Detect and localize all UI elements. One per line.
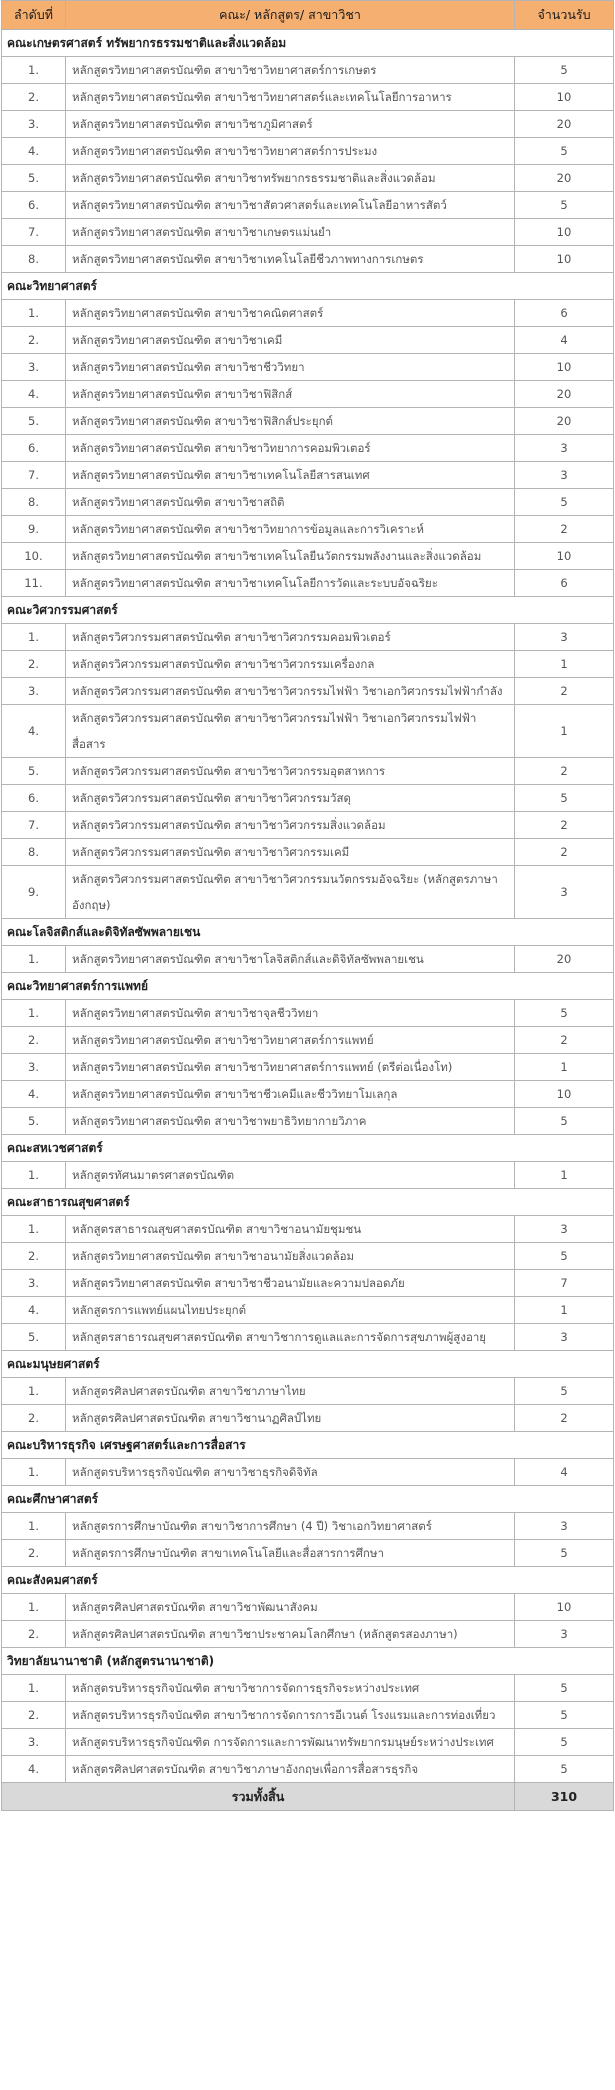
quota-value: 3 xyxy=(515,435,614,462)
table-row xyxy=(2,1594,614,1621)
quota-value: 20 xyxy=(515,111,614,138)
faculty-header-row xyxy=(2,1432,614,1459)
faculty-name: วิทยาลัยนานาชาติ (หลักสูตรนานาชาติ) xyxy=(2,1648,614,1675)
quota-value: 2 xyxy=(515,516,614,543)
quota-value: 10 xyxy=(515,1594,614,1621)
program-name: หลักสูตรวิทยาศาสตรบัณฑิต สาขาวิชาเกษตรแม่นยำ xyxy=(66,219,515,246)
program-name: หลักสูตรสาธารณสุขศาสตรบัณฑิต สาขาวิชาการดูแลและการจัดการสุขภาพผู้สูงอายุ xyxy=(66,1324,515,1351)
row-number: 4. xyxy=(2,381,66,408)
quota-value: 5 xyxy=(515,1702,614,1729)
row-number: 2. xyxy=(2,1243,66,1270)
quota-value: 5 xyxy=(515,1108,614,1135)
table-row xyxy=(2,327,614,354)
table-row xyxy=(2,1027,614,1054)
quota-value: 3 xyxy=(515,462,614,489)
faculty-name: คณะสหเวชศาสตร์ xyxy=(2,1135,614,1162)
table-row xyxy=(2,1756,614,1783)
program-name: หลักสูตรการศึกษาบัณฑิต สาขาวิชาการศึกษา (4 ปี) วิชาเอกวิทยาศาสตร์ xyxy=(66,1513,515,1540)
table-row xyxy=(2,1108,614,1135)
table-row xyxy=(2,1243,614,1270)
program-name: หลักสูตรวิทยาศาสตรบัณฑิต สาขาวิชาชีวอนามัยและความปลอดภัย xyxy=(66,1270,515,1297)
quota-value: 7 xyxy=(515,1270,614,1297)
table-row xyxy=(2,381,614,408)
table-row xyxy=(2,489,614,516)
quota-value: 10 xyxy=(515,543,614,570)
row-number: 2. xyxy=(2,651,66,678)
program-name: หลักสูตรวิทยาศาสตรบัณฑิต สาขาวิชาสัตวศาสตร์และเทคโนโลยีอาหารสัตว์ xyxy=(66,192,515,219)
quota-value: 6 xyxy=(515,570,614,597)
faculty-name: คณะบริหารธุรกิจ เศรษฐศาสตร์และการสื่อสาร xyxy=(2,1432,614,1459)
program-name: หลักสูตรวิทยาศาสตรบัณฑิต สาขาวิชาชีววิทยา xyxy=(66,354,515,381)
quota-value: 10 xyxy=(515,246,614,273)
program-name: หลักสูตรทัศนมาตรศาสตรบัณฑิต xyxy=(66,1162,515,1189)
faculty-header-row xyxy=(2,30,614,57)
row-number: 3. xyxy=(2,111,66,138)
program-name: หลักสูตรวิทยาศาสตรบัณฑิต สาขาวิชาวิทยาการคอมพิวเตอร์ xyxy=(66,435,515,462)
row-number: 9. xyxy=(2,516,66,543)
faculty-header-row xyxy=(2,1351,614,1378)
row-number: 8. xyxy=(2,839,66,866)
quota-value: 2 xyxy=(515,758,614,785)
row-number: 3. xyxy=(2,354,66,381)
row-number: 1. xyxy=(2,1162,66,1189)
row-number: 4. xyxy=(2,1297,66,1324)
row-number: 10. xyxy=(2,543,66,570)
quota-value: 1 xyxy=(515,705,614,758)
row-number: 7. xyxy=(2,812,66,839)
program-name: หลักสูตรบริหารธุรกิจบัณฑิต การจัดการและการพัฒนาทรัพยากรมนุษย์ระหว่างประเทศ xyxy=(66,1729,515,1756)
quota-value: 2 xyxy=(515,1405,614,1432)
table-row xyxy=(2,165,614,192)
table-row xyxy=(2,1297,614,1324)
program-name: หลักสูตรวิทยาศาสตรบัณฑิต สาขาวิชาวิทยาศาสตร์และเทคโนโลยีการอาหาร xyxy=(66,84,515,111)
program-name: หลักสูตรศิลปศาสตรบัณฑิต สาขาวิชาประชาคมโลกศึกษา (หลักสูตรสองภาษา) xyxy=(66,1621,515,1648)
quota-value: 5 xyxy=(515,1729,614,1756)
program-name: หลักสูตรวิทยาศาสตรบัณฑิต สาขาวิชาคณิตศาสตร์ xyxy=(66,300,515,327)
table-row xyxy=(2,1216,614,1243)
row-number: 2. xyxy=(2,1540,66,1567)
faculty-header-row xyxy=(2,1567,614,1594)
row-number: 1. xyxy=(2,300,66,327)
program-name: หลักสูตรบริหารธุรกิจบัณฑิต สาขาวิชาการจัดการการอีเวนต์ โรงแรมและการท่องเที่ยว xyxy=(66,1702,515,1729)
program-name: หลักสูตรวิศวกรรมศาสตรบัณฑิต สาขาวิชาวิศวกรรมวัสดุ xyxy=(66,785,515,812)
program-name: หลักสูตรวิศวกรรมศาสตรบัณฑิต สาขาวิชาวิศวกรรมไฟฟ้า วิชาเอกวิศวกรรมไฟฟ้ากำลัง xyxy=(66,678,515,705)
table-row xyxy=(2,219,614,246)
quota-value: 6 xyxy=(515,300,614,327)
table-row xyxy=(2,462,614,489)
table-row xyxy=(2,516,614,543)
header-no: ลำดับที่ xyxy=(2,1,66,30)
quota-value: 5 xyxy=(515,785,614,812)
quota-value: 20 xyxy=(515,946,614,973)
table-row xyxy=(2,84,614,111)
program-name: หลักสูตรวิทยาศาสตรบัณฑิต สาขาวิชาพยาธิวิทยากายวิภาค xyxy=(66,1108,515,1135)
program-name: หลักสูตรวิทยาศาสตรบัณฑิต สาขาวิชาเทคโนโลยีสารสนเทศ xyxy=(66,462,515,489)
row-number: 3. xyxy=(2,1270,66,1297)
row-number: 5. xyxy=(2,408,66,435)
quota-value: 5 xyxy=(515,138,614,165)
faculty-header-row xyxy=(2,1135,614,1162)
row-number: 1. xyxy=(2,1378,66,1405)
table-row xyxy=(2,678,614,705)
row-number: 3. xyxy=(2,678,66,705)
program-name: หลักสูตรวิทยาศาสตรบัณฑิต สาขาวิชาอนามัยสิ่งแวดล้อม xyxy=(66,1243,515,1270)
program-name: หลักสูตรวิทยาศาสตรบัณฑิต สาขาวิชาเทคโนโลยีชีวภาพทางการเกษตร xyxy=(66,246,515,273)
program-name: หลักสูตรการแพทย์แผนไทยประยุกต์ xyxy=(66,1297,515,1324)
table-row xyxy=(2,839,614,866)
row-number: 4. xyxy=(2,1756,66,1783)
quota-value: 10 xyxy=(515,1081,614,1108)
faculty-name: คณะสาธารณสุขศาสตร์ xyxy=(2,1189,614,1216)
quota-value: 20 xyxy=(515,381,614,408)
row-number: 3. xyxy=(2,1054,66,1081)
program-name: หลักสูตรวิทยาศาสตรบัณฑิต สาขาวิชาทรัพยากรธรรมชาติและสิ่งแวดล้อม xyxy=(66,165,515,192)
table-row xyxy=(2,1621,614,1648)
row-number: 2. xyxy=(2,327,66,354)
table-row xyxy=(2,1540,614,1567)
table-row xyxy=(2,1378,614,1405)
quota-value: 5 xyxy=(515,57,614,84)
table-row xyxy=(2,435,614,462)
row-number: 2. xyxy=(2,1027,66,1054)
row-number: 1. xyxy=(2,946,66,973)
faculty-header-row xyxy=(2,919,614,946)
quota-value: 5 xyxy=(515,1000,614,1027)
table-row xyxy=(2,624,614,651)
program-name: หลักสูตรวิทยาศาสตรบัณฑิต สาขาวิชาวิทยาศาสตร์การประมง xyxy=(66,138,515,165)
row-number: 6. xyxy=(2,785,66,812)
table-row xyxy=(2,1270,614,1297)
quota-value: 5 xyxy=(515,1243,614,1270)
row-number: 1. xyxy=(2,1675,66,1702)
table-row xyxy=(2,758,614,785)
row-number: 5. xyxy=(2,165,66,192)
quota-value: 5 xyxy=(515,1675,614,1702)
table-row xyxy=(2,946,614,973)
program-name: หลักสูตรวิทยาศาสตรบัณฑิต สาขาวิชาภูมิศาสตร์ xyxy=(66,111,515,138)
program-name: หลักสูตรการศึกษาบัณฑิต สาขาเทคโนโลยีและสื่อสารการศึกษา xyxy=(66,1540,515,1567)
program-name: หลักสูตรบริหารธุรกิจบัณฑิต สาขาวิชาการจัดการธุรกิจระหว่างประเทศ xyxy=(66,1675,515,1702)
row-number: 8. xyxy=(2,489,66,516)
quota-value: 3 xyxy=(515,1216,614,1243)
quota-value: 2 xyxy=(515,1027,614,1054)
program-name: หลักสูตรวิศวกรรมศาสตรบัณฑิต สาขาวิชาวิศวกรรมนวัตกรรมอัจฉริยะ (หลักสูตรภาษาอังกฤษ) xyxy=(66,866,515,919)
quota-value: 5 xyxy=(515,489,614,516)
quota-value: 3 xyxy=(515,1513,614,1540)
header-quota: จำนวนรับ xyxy=(515,1,614,30)
row-number: 2. xyxy=(2,1702,66,1729)
row-number: 6. xyxy=(2,192,66,219)
faculty-name: คณะโลจิสติกส์และดิจิทัลซัพพลายเชน xyxy=(2,919,614,946)
program-name: หลักสูตรวิทยาศาสตรบัณฑิต สาขาวิชาโลจิสติกส์และดิจิทัลซัพพลายเชน xyxy=(66,946,515,973)
program-name: หลักสูตรวิศวกรรมศาสตรบัณฑิต สาขาวิชาวิศวกรรมเครื่องกล xyxy=(66,651,515,678)
quota-value: 20 xyxy=(515,408,614,435)
table-row xyxy=(2,1729,614,1756)
quota-value: 3 xyxy=(515,1621,614,1648)
row-number: 1. xyxy=(2,1594,66,1621)
row-number: 1. xyxy=(2,1513,66,1540)
faculty-name: คณะมนุษยศาสตร์ xyxy=(2,1351,614,1378)
table-row xyxy=(2,1459,614,1486)
total-row xyxy=(2,1783,614,1811)
quota-value: 1 xyxy=(515,1162,614,1189)
row-number: 1. xyxy=(2,1216,66,1243)
quota-value: 5 xyxy=(515,1378,614,1405)
row-number: 9. xyxy=(2,866,66,919)
table-row xyxy=(2,1675,614,1702)
program-name: หลักสูตรศิลปศาสตรบัณฑิต สาขาวิชาภาษาไทย xyxy=(66,1378,515,1405)
table-row xyxy=(2,192,614,219)
quota-value: 5 xyxy=(515,192,614,219)
row-number: 7. xyxy=(2,219,66,246)
faculty-header-row xyxy=(2,597,614,624)
table-row xyxy=(2,111,614,138)
faculty-name: คณะสังคมศาสตร์ xyxy=(2,1567,614,1594)
table-row xyxy=(2,1405,614,1432)
total-value: 310 xyxy=(515,1783,614,1811)
table-row xyxy=(2,246,614,273)
table-row xyxy=(2,300,614,327)
program-name: หลักสูตรสาธารณสุขศาสตรบัณฑิต สาขาวิชาอนามัยชุมชน xyxy=(66,1216,515,1243)
program-name: หลักสูตรวิทยาศาสตรบัณฑิต สาขาวิชาชีวเคมีและชีววิทยาโมเลกุล xyxy=(66,1081,515,1108)
program-name: หลักสูตรวิศวกรรมศาสตรบัณฑิต สาขาวิชาวิศวกรรมไฟฟ้า วิชาเอกวิศวกรรมไฟฟ้าสื่อสาร xyxy=(66,705,515,758)
row-number: 5. xyxy=(2,758,66,785)
table-row xyxy=(2,1000,614,1027)
faculty-header-row xyxy=(2,273,614,300)
program-name: หลักสูตรวิทยาศาสตรบัณฑิต สาขาวิชาวิทยาศาสตร์การเกษตร xyxy=(66,57,515,84)
program-name: หลักสูตรศิลปศาสตรบัณฑิต สาขาวิชานาฏศิลป์ไทย xyxy=(66,1405,515,1432)
program-name: หลักสูตรวิศวกรรมศาสตรบัณฑิต สาขาวิชาวิศวกรรมสิ่งแวดล้อม xyxy=(66,812,515,839)
program-name: หลักสูตรวิทยาศาสตรบัณฑิต สาขาวิชาเทคโนโลยีนวัตกรรมพลังงานและสิ่งแวดล้อม xyxy=(66,543,515,570)
program-name: หลักสูตรวิทยาศาสตรบัณฑิต สาขาวิชาวิทยาศาสตร์การแพทย์ (ตรีต่อเนื่องโท) xyxy=(66,1054,515,1081)
program-name: หลักสูตรวิทยาศาสตรบัณฑิต สาขาวิชาจุลชีววิทยา xyxy=(66,1000,515,1027)
quota-value: 3 xyxy=(515,866,614,919)
quota-value: 10 xyxy=(515,219,614,246)
quota-value: 5 xyxy=(515,1540,614,1567)
quota-value: 5 xyxy=(515,1756,614,1783)
row-number: 5. xyxy=(2,1108,66,1135)
row-number: 4. xyxy=(2,1081,66,1108)
row-number: 4. xyxy=(2,705,66,758)
table-row xyxy=(2,1513,614,1540)
table-row xyxy=(2,354,614,381)
quota-value: 1 xyxy=(515,1054,614,1081)
quota-value: 10 xyxy=(515,84,614,111)
quota-value: 20 xyxy=(515,165,614,192)
table-row xyxy=(2,705,614,758)
program-name: หลักสูตรวิทยาศาสตรบัณฑิต สาขาวิชาเคมี xyxy=(66,327,515,354)
faculty-name: คณะศึกษาศาสตร์ xyxy=(2,1486,614,1513)
program-name: หลักสูตรวิศวกรรมศาสตรบัณฑิต สาขาวิชาวิศวกรรมอุตสาหการ xyxy=(66,758,515,785)
faculty-header-row xyxy=(2,973,614,1000)
faculty-header-row xyxy=(2,1486,614,1513)
program-name: หลักสูตรวิทยาศาสตรบัณฑิต สาขาวิชาวิทยาศาสตร์การแพทย์ xyxy=(66,1027,515,1054)
row-number: 3. xyxy=(2,1729,66,1756)
header-program: คณะ/ หลักสูตร/ สาขาวิชา xyxy=(66,1,515,30)
row-number: 4. xyxy=(2,138,66,165)
table-row xyxy=(2,408,614,435)
row-number: 1. xyxy=(2,1459,66,1486)
quota-value: 4 xyxy=(515,327,614,354)
quota-value: 3 xyxy=(515,1324,614,1351)
row-number: 2. xyxy=(2,1621,66,1648)
faculty-name: คณะวิศวกรรมศาสตร์ xyxy=(2,597,614,624)
program-name: หลักสูตรวิศวกรรมศาสตรบัณฑิต สาขาวิชาวิศวกรรมเคมี xyxy=(66,839,515,866)
quota-value: 3 xyxy=(515,624,614,651)
program-name: หลักสูตรศิลปศาสตรบัณฑิต สาขาวิชาภาษาอังกฤษเพื่อการสื่อสารธุรกิจ xyxy=(66,1756,515,1783)
row-number: 8. xyxy=(2,246,66,273)
total-label: รวมทั้งสิ้น xyxy=(2,1783,515,1811)
quota-value: 1 xyxy=(515,651,614,678)
faculty-name: คณะวิทยาศาสตร์การแพทย์ xyxy=(2,973,614,1000)
table-row xyxy=(2,812,614,839)
quota-value: 2 xyxy=(515,678,614,705)
row-number: 1. xyxy=(2,1000,66,1027)
row-number: 2. xyxy=(2,84,66,111)
program-name: หลักสูตรวิทยาศาสตรบัณฑิต สาขาวิชาวิทยาการข้อมูลและการวิเคราะห์ xyxy=(66,516,515,543)
table-row xyxy=(2,1081,614,1108)
table-row xyxy=(2,651,614,678)
table-row xyxy=(2,866,614,919)
table-row xyxy=(2,543,614,570)
program-name: หลักสูตรวิทยาศาสตรบัณฑิต สาขาวิชาฟิสิกส์ xyxy=(66,381,515,408)
table-row xyxy=(2,1324,614,1351)
row-number: 1. xyxy=(2,57,66,84)
row-number: 5. xyxy=(2,1324,66,1351)
faculty-header-row xyxy=(2,1189,614,1216)
program-name: หลักสูตรบริหารธุรกิจบัณฑิต สาขาวิชาธุรกิจดิจิทัล xyxy=(66,1459,515,1486)
faculty-name: คณะวิทยาศาสตร์ xyxy=(2,273,614,300)
program-name: หลักสูตรวิทยาศาสตรบัณฑิต สาขาวิชาฟิสิกส์ประยุกต์ xyxy=(66,408,515,435)
quota-table xyxy=(1,0,614,1811)
faculty-header-row xyxy=(2,1648,614,1675)
quota-value: 10 xyxy=(515,354,614,381)
quota-value: 2 xyxy=(515,812,614,839)
table-row xyxy=(2,57,614,84)
quota-value: 2 xyxy=(515,839,614,866)
row-number: 2. xyxy=(2,1405,66,1432)
table-row xyxy=(2,570,614,597)
program-name: หลักสูตรวิทยาศาสตรบัณฑิต สาขาวิชาสถิติ xyxy=(66,489,515,516)
quota-value: 1 xyxy=(515,1297,614,1324)
table-body xyxy=(2,30,614,1811)
row-number: 7. xyxy=(2,462,66,489)
table-row xyxy=(2,785,614,812)
header-row xyxy=(2,1,614,30)
table-row xyxy=(2,1702,614,1729)
table-row xyxy=(2,1054,614,1081)
row-number: 6. xyxy=(2,435,66,462)
quota-value: 4 xyxy=(515,1459,614,1486)
row-number: 1. xyxy=(2,624,66,651)
program-name: หลักสูตรวิศวกรรมศาสตรบัณฑิต สาขาวิชาวิศวกรรมคอมพิวเตอร์ xyxy=(66,624,515,651)
row-number: 11. xyxy=(2,570,66,597)
table-row xyxy=(2,1162,614,1189)
program-name: หลักสูตรวิทยาศาสตรบัณฑิต สาขาวิชาเทคโนโลยีการวัดและระบบอัจฉริยะ xyxy=(66,570,515,597)
program-name: หลักสูตรศิลปศาสตรบัณฑิต สาขาวิชาพัฒนาสังคม xyxy=(66,1594,515,1621)
table-row xyxy=(2,138,614,165)
faculty-name: คณะเกษตรศาสตร์ ทรัพยากรธรรมชาติและสิ่งแวดล้อม xyxy=(2,30,614,57)
